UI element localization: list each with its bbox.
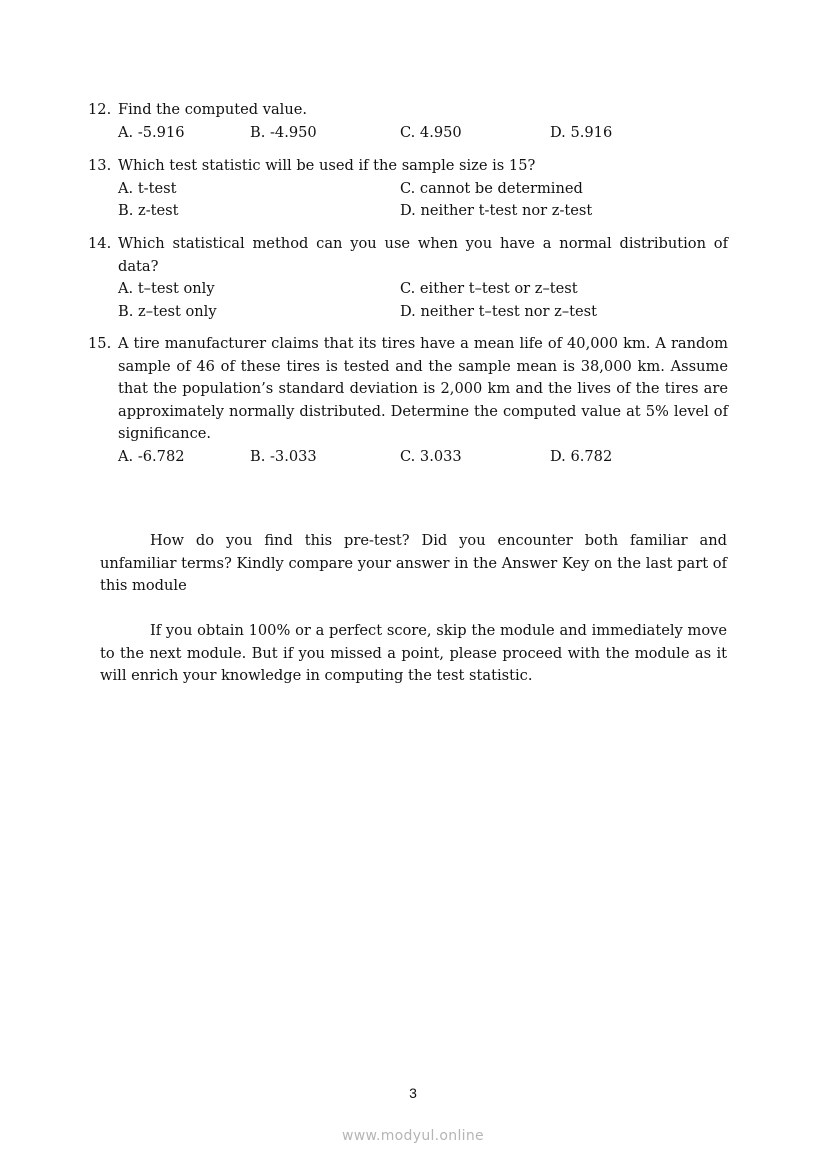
question-stem: A tire manufacturer claims that its tires have a mean life of 40,000 km. A random sample of 46 of these tires is tested and the sample mean is 38,000 km. Assume that the population’s standard deviation is 2,000 km and the lives of the tires are approximately normally distributed. Determine the computed value at 5% level of significance. <box>118 335 728 442</box>
question-number: 13. <box>88 157 112 174</box>
option-a: A. t-test <box>118 179 177 197</box>
option-d: D. neither t–test nor z–test <box>400 302 597 320</box>
question-number: 15. <box>88 335 112 352</box>
question-stem: Find the computed value. <box>118 101 308 118</box>
option-a: A. t–test only <box>118 280 215 297</box>
option-b: B. -3.033 <box>250 447 317 465</box>
question-number: 14. <box>88 235 112 252</box>
question-13 <box>88 155 728 223</box>
closing-paragraph-2: If you obtain 100% or a perfect score, skip the module and immediately move to the next module. But if you missed a point, please proceed with the module as it will enrich your knowledge in computing the test statistic. <box>100 622 727 684</box>
option-b: B. z–test only <box>118 302 217 320</box>
question-stem: Which test statistic will be used if the sample size is 15? <box>118 157 536 174</box>
option-c: C. 3.033 <box>400 447 462 465</box>
option-c: C. cannot be determined <box>400 179 583 197</box>
option-d: D. 5.916 <box>550 123 613 141</box>
closing-paragraph-1: How do you find this pre-test? Did you encounter both familiar and unfamiliar terms? Kindly compare your answer in the Answer Key on the last part of this module <box>100 532 727 594</box>
option-c: C. either t–test or z–test <box>400 280 578 297</box>
option-c: C. 4.950 <box>400 123 462 141</box>
question-15 <box>88 333 728 468</box>
option-a: A. -6.782 <box>118 447 185 465</box>
question-stem: Which statistical method can you use when you have a normal distribution of data? <box>118 235 728 275</box>
option-d: D. neither t-test nor z-test <box>400 202 593 219</box>
page-number: 3 <box>409 1085 417 1101</box>
option-b: B. -4.950 <box>250 123 317 141</box>
question-12 <box>88 99 728 144</box>
option-d: D. 6.782 <box>550 447 613 465</box>
question-number: 12. <box>88 101 112 118</box>
question-14 <box>88 233 728 323</box>
option-a: A. -5.916 <box>118 123 185 141</box>
watermark: www.modyul.online <box>342 1128 484 1144</box>
option-b: B. z-test <box>118 202 179 219</box>
